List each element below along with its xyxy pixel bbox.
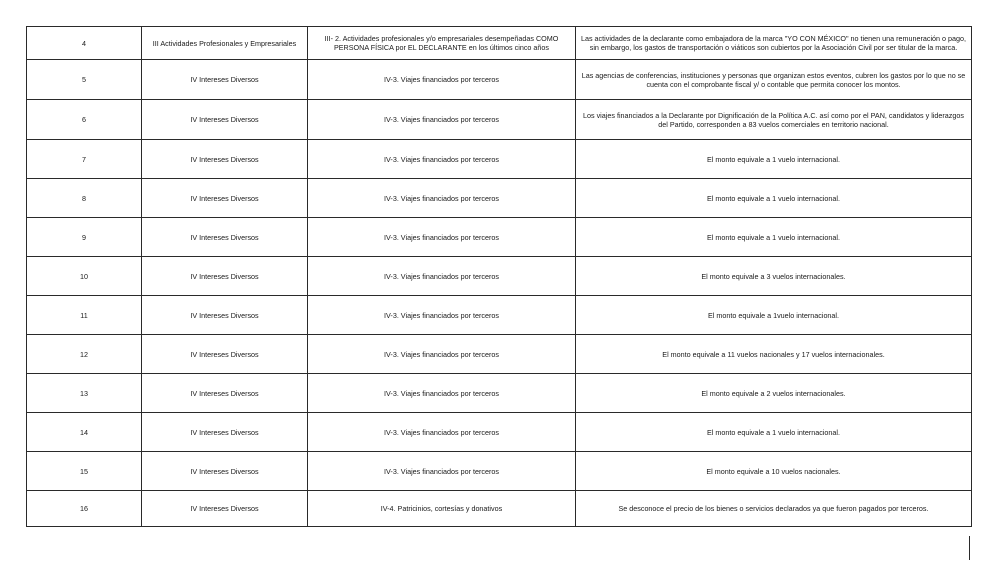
section-cell: IV Intereses Diversos: [142, 100, 308, 140]
row-number-cell: 8: [27, 179, 142, 218]
observation-cell: Se desconoce el precio de los bienes o servicios declarados ya que fueron pagados por terceros.: [576, 491, 972, 527]
section-cell: IV Intereses Diversos: [142, 413, 308, 452]
table-row: [27, 491, 972, 527]
observation-cell: El monto equivale a 1 vuelo internacional.: [576, 218, 972, 257]
section-cell: IV Intereses Diversos: [142, 452, 308, 491]
subsection-cell: IV-3. Viajes financiados por terceros: [308, 140, 576, 179]
document-page: [26, 26, 972, 527]
table-row: [27, 296, 972, 335]
subsection-cell: IV-3. Viajes financiados por terceros: [308, 413, 576, 452]
table-row: [27, 257, 972, 296]
section-cell: IV Intereses Diversos: [142, 257, 308, 296]
declaration-observations-table: [26, 26, 972, 527]
table-row: [27, 335, 972, 374]
observation-cell: El monto equivale a 10 vuelos nacionales.: [576, 452, 972, 491]
row-number-cell: 14: [27, 413, 142, 452]
row-number-cell: 5: [27, 60, 142, 100]
row-number-cell: 4: [27, 27, 142, 60]
observation-cell: El monto equivale a 1 vuelo internacional.: [576, 179, 972, 218]
section-cell: IV Intereses Diversos: [142, 374, 308, 413]
table-border-extension: [969, 536, 970, 560]
table-row: [27, 27, 972, 60]
section-cell: IV Intereses Diversos: [142, 335, 308, 374]
subsection-cell: IV-3. Viajes financiados por terceros: [308, 452, 576, 491]
row-number-cell: 9: [27, 218, 142, 257]
subsection-cell: IV-3. Viajes financiados por terceros: [308, 257, 576, 296]
subsection-cell: IV-3. Viajes financiados por terceros: [308, 374, 576, 413]
table-row: [27, 413, 972, 452]
section-cell: IV Intereses Diversos: [142, 491, 308, 527]
observation-cell: Las actividades de la declarante como embajadora de la marca "YO CON MÉXICO" no tienen una remuneración o pago, sin embargo, los gastos de transportación o viáticos son cubiertos por la Asociación Civil por ser titular de la marca.: [576, 27, 972, 60]
row-number-cell: 13: [27, 374, 142, 413]
row-number-cell: 11: [27, 296, 142, 335]
observation-cell: El monto equivale a 3 vuelos internacionales.: [576, 257, 972, 296]
table-body: [27, 27, 972, 527]
row-number-cell: 6: [27, 100, 142, 140]
table-row: [27, 452, 972, 491]
subsection-cell: IV-3. Viajes financiados por terceros: [308, 335, 576, 374]
row-number-cell: 16: [27, 491, 142, 527]
section-cell: IV Intereses Diversos: [142, 296, 308, 335]
subsection-cell: IV-3. Viajes financiados por terceros: [308, 100, 576, 140]
row-number-cell: 15: [27, 452, 142, 491]
subsection-cell: IV-4. Patricinios, cortesías y donativos: [308, 491, 576, 527]
section-cell: IV Intereses Diversos: [142, 140, 308, 179]
observation-cell: Los viajes financiados a la Declarante por Dignificación de la Política A.C. así como por el PAN, candidatos y liderazgos del Partido, corresponden a 83 vuelos comerciales en territorio nacional.: [576, 100, 972, 140]
section-cell: IV Intereses Diversos: [142, 179, 308, 218]
subsection-cell: IV-3. Viajes financiados por terceros: [308, 296, 576, 335]
observation-cell: El monto equivale a 1 vuelo internacional.: [576, 413, 972, 452]
table-row: [27, 218, 972, 257]
observation-cell: El monto equivale a 2 vuelos internacionales.: [576, 374, 972, 413]
subsection-cell: III- 2. Actividades profesionales y/o empresariales desempeñadas COMO PERSONA FÍSICA por EL DECLARANTE en los últimos cinco años: [308, 27, 576, 60]
subsection-cell: IV-3. Viajes financiados por terceros: [308, 218, 576, 257]
table-row: [27, 60, 972, 100]
table-row: [27, 100, 972, 140]
section-cell: III Actividades Profesionales y Empresariales: [142, 27, 308, 60]
section-cell: IV Intereses Diversos: [142, 60, 308, 100]
subsection-cell: IV-3. Viajes financiados por terceros: [308, 60, 576, 100]
table-row: [27, 179, 972, 218]
observation-cell: El monto equivale a 1 vuelo internacional.: [576, 140, 972, 179]
row-number-cell: 12: [27, 335, 142, 374]
observation-cell: El monto equivale a 1vuelo internacional.: [576, 296, 972, 335]
observation-cell: El monto equivale a 11 vuelos nacionales y 17 vuelos internacionales.: [576, 335, 972, 374]
subsection-cell: IV-3. Viajes financiados por terceros: [308, 179, 576, 218]
table-row: [27, 140, 972, 179]
section-cell: IV Intereses Diversos: [142, 218, 308, 257]
row-number-cell: 10: [27, 257, 142, 296]
observation-cell: Las agencias de conferencias, instituciones y personas que organizan estos eventos, cubren los gastos por lo que no se cuenta con el comprobante fiscal y/ o contable que permita conocer los montos.: [576, 60, 972, 100]
table-row: [27, 374, 972, 413]
row-number-cell: 7: [27, 140, 142, 179]
